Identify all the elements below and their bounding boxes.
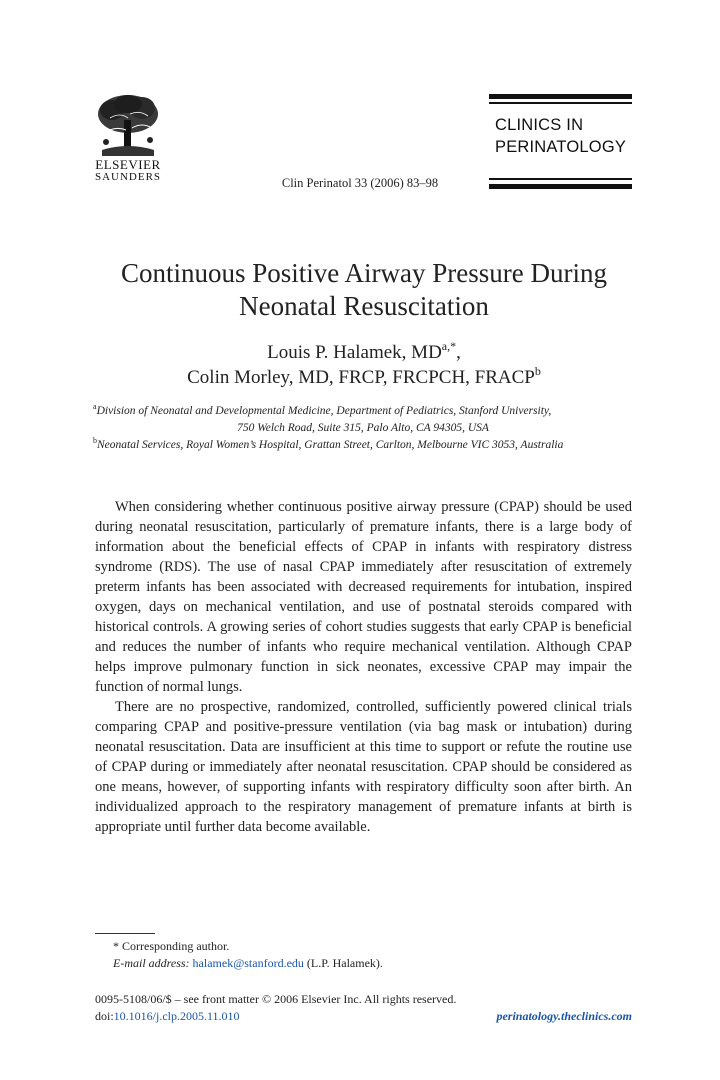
corresponding-author-note: * Corresponding author. xyxy=(113,939,230,953)
title-line1: Continuous Positive Airway Pressure During xyxy=(121,258,607,288)
email-suffix: (L.P. Halamek). xyxy=(306,956,383,970)
author-2: Colin Morley, MD, FRCP, FRCPCH, FRACP$^b$ xyxy=(187,364,541,388)
tree-icon xyxy=(92,92,164,158)
author-1: Louis P. Halamek, $MD^{a,*}$, xyxy=(267,339,461,363)
affiliation-a-marker: a xyxy=(93,402,97,411)
article-title xyxy=(60,257,668,323)
masthead-rule-top xyxy=(489,94,632,99)
email-link[interactable]: halamek@stanford.edu xyxy=(192,956,304,970)
journal-name-line2: PERINATOLOGY xyxy=(495,138,627,156)
publisher-name: ELSEVIER xyxy=(95,157,161,172)
journal-name xyxy=(495,114,626,158)
elsevier-logo xyxy=(92,92,164,183)
masthead-rule-bottom xyxy=(489,184,632,189)
journal-citation: Clin Perinatol 33 (2006) 83–98 xyxy=(281,176,439,190)
footnote-divider xyxy=(95,933,155,934)
email-label: E-mail address: xyxy=(113,956,190,970)
title-line2: Neonatal Resuscitation xyxy=(239,291,489,321)
journal-masthead xyxy=(489,94,632,190)
copyright-line: 0095-5108/06/$ – see front matter © 2006 Elsevier Inc. All rights reserved. xyxy=(95,992,457,1006)
doi-line xyxy=(95,1008,632,1024)
publisher-imprint: SAUNDERS xyxy=(94,171,162,183)
author-1-affiliation-marker[interactable]: a,* xyxy=(441,339,457,353)
affiliation-b: $^b$Neonatal Services, Royal Women’s Hospital, Grattan Street, Carlton, Melbourne VIC 3053, Australia xyxy=(93,436,564,451)
journal-website-link[interactable]: perinatology.theclinics.com xyxy=(496,1009,632,1023)
abstract-paragraph-2: There are no prospective, randomized, controlled, sufficiently powered clinical trials comparing CPAP and positive-pressure ventilation (via bag mask or intubation) during neonatal resuscitation. Data are insufficient at this time to support or refute the routine use of CPAP during or immediately after neonatal resuscitation. CPAP should be considered as one means, however, of supporting infants with respiratory difficulty soon after birth. An individualized approach to the respiratory management of premature infants at birth is appropriate until further data become available. xyxy=(95,699,632,835)
doi-label: doi: xyxy=(95,1009,114,1023)
author-list xyxy=(60,340,668,390)
doi-link[interactable]: 10.1016/j.clp.2005.11.010 xyxy=(113,1009,240,1023)
masthead-rule-bottom-thin xyxy=(489,178,632,180)
journal-name-line1: CLINICS IN xyxy=(495,116,584,134)
affiliation-a-line2: 750 Welch Road, Suite 315, Palo Alto, CA 94305, USA xyxy=(237,422,489,434)
author-2-affiliation-marker[interactable]: b xyxy=(534,364,541,378)
affiliation-a: $^a$Division of Neonatal and Developmental Medicine, Department of Pediatrics, Stanford University, 750 Welch Road, Suite 315, Palo Alto, CA 94305, USA xyxy=(93,403,633,436)
abstract-paragraph-1: When considering whether continuous positive airway pressure (CPAP) should be used during neonatal resuscitation, particularly of premature infants, there is a large body of information about the beneficial effects of CPAP in infants with respiratory distress syndrome (RDS). The use of nasal CPAP immediately after resuscitation of extremely preterm infants has been associated with decreased requirements for intubation, inspired oxygen, days on mechanical ventilation, and use of postnatal steroids compared with historical controls. A growing series of cohort studies suggests that early CPAP is beneficial and reduces the number of infants who require mechanical ventilation. Although CPAP helps improve pulmonary function in sick neonates, excessive CPAP may impair the function of normal lungs. xyxy=(95,499,632,695)
masthead-rule-top-thin xyxy=(489,102,632,104)
affiliation-b-marker: b xyxy=(93,436,97,445)
abstract xyxy=(95,497,632,837)
email-footnote xyxy=(113,955,383,971)
